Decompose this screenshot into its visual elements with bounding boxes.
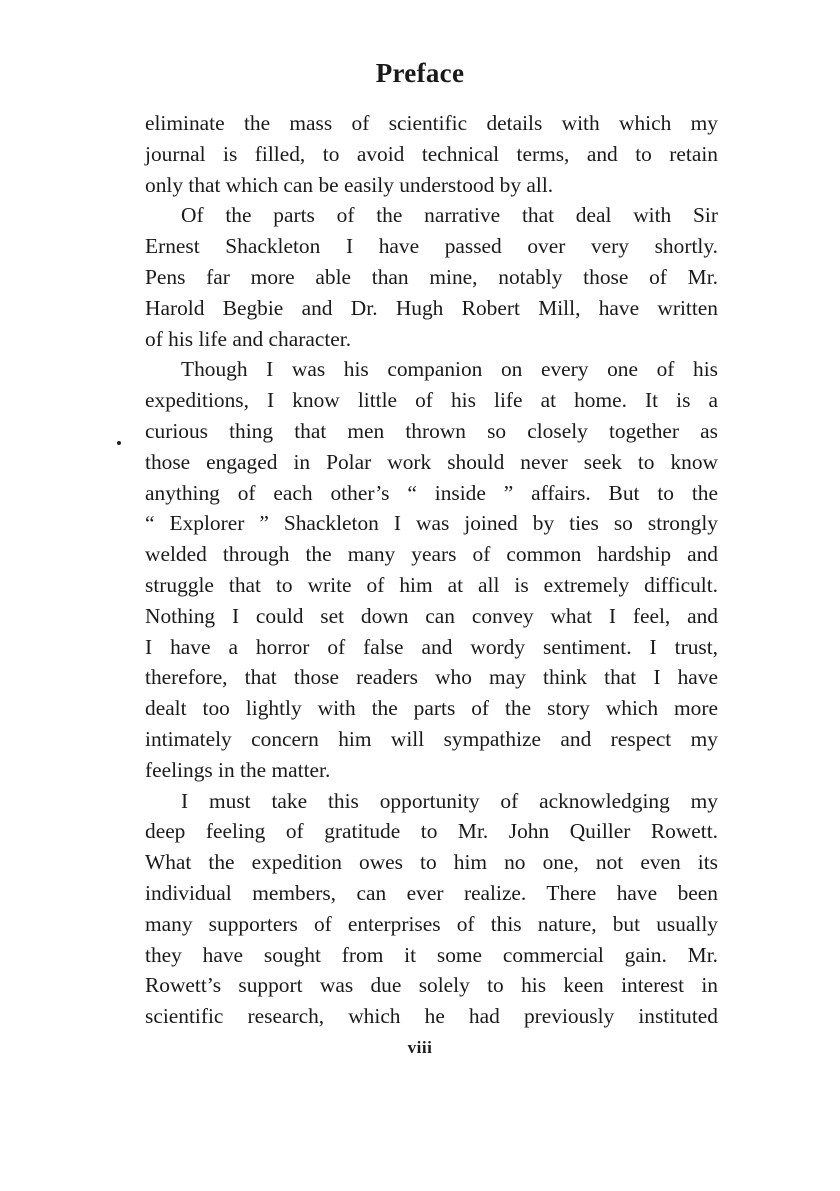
text-line: of his life and character. (145, 326, 352, 351)
text-line: Ernest Shackleton I have passed over very shortly. (145, 234, 718, 259)
text-line: deep feeling of gratitude to Mr. John Quiller Rowett. (145, 819, 718, 844)
text-line: Pens far more able than mine, notably those of Mr. (145, 264, 718, 289)
text-line: Though I was his companion on every one of his (181, 357, 718, 382)
text-line: eliminate the mass of scientific details with which my (145, 111, 718, 135)
text-line: therefore, that those readers who may think that I have (145, 665, 718, 690)
text-line: expeditions, I know little of his life at home. It is a (145, 388, 718, 413)
body-text (145, 108, 718, 1032)
paragraph-2 (145, 200, 718, 354)
text-line: struggle that to write of him at all is extremely difficult. (145, 572, 718, 597)
ink-speck (117, 441, 121, 445)
text-line: curious thing that men thrown so closely together as (145, 418, 718, 443)
text-line: What the expedition owes to him no one, not even its (145, 850, 718, 875)
text-line: journal is filled, to avoid technical terms, and to retain (145, 141, 718, 166)
paragraph-1 (145, 108, 718, 200)
text-line: individual members, can ever realize. There have been (145, 880, 718, 905)
text-line: I must take this opportunity of acknowledging my (181, 788, 718, 813)
text-line: those engaged in Polar work should never seek to know (145, 449, 718, 474)
text-line: only that which can be easily understood by all. (145, 172, 554, 197)
text-line: Rowett’s support was due solely to his keen interest in (145, 973, 718, 998)
text-line: Nothing I could set down can convey what I feel, and (145, 603, 718, 628)
text-line: they have sought from it some commercial gain. Mr. (145, 942, 718, 967)
paragraph-4 (145, 786, 718, 1032)
text-line: dealt too lightly with the parts of the story which more (145, 696, 718, 721)
page-number: viii (407, 1038, 433, 1057)
text-line: scientific research, which he had previously instituted (145, 1004, 718, 1029)
text-line: Of the parts of the narrative that deal with Sir (181, 203, 718, 228)
paragraph-3 (145, 354, 718, 785)
text-line: welded through the many years of common hardship and (145, 542, 718, 567)
text-line: I have a horror of false and wordy sentiment. I trust, (145, 634, 718, 659)
text-line: anything of each other’s “ inside ” affairs. But to the (145, 480, 718, 505)
text-line: “ Explorer ” Shackleton I was joined by ties so strongly (145, 511, 718, 536)
text-line: Harold Begbie and Dr. Hugh Robert Mill, have written (145, 295, 718, 320)
text-line: intimately concern him will sympathize and respect my (145, 726, 718, 751)
text-line: many supporters of enterprises of this nature, but usually (145, 911, 718, 936)
running-head: Preface (375, 58, 465, 88)
text-line: feelings in the matter. (145, 757, 331, 782)
